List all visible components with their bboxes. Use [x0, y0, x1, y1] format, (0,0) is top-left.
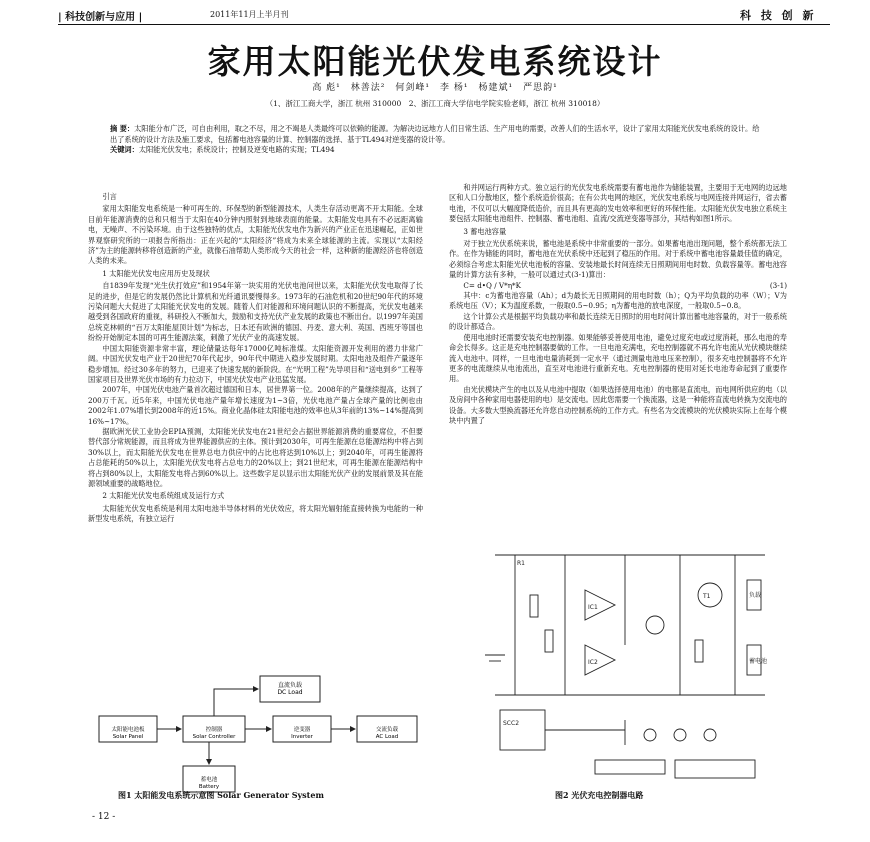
keywords-text: 太阳能光伏发电；系统设计；控制及逆变电路的实现；TL494: [138, 145, 335, 154]
paragraph: 家用太阳能发电系统是一种可再生的、环保型的新型能源技术，人类生存活动更离不开太阳能。全球目前年能源消费的总和只相当于太阳在40分钟内照射到地球表面的能量。太阳能发电具有不必远距离输电，无噪声、不污染环境。由于这些独特的优点，太阳能光伏发电作为新兴的产业正在迅速崛起，正如世界观察研究所的一项报告所指出：正在兴起的“太阳经济”将成为未来全球能源的主流。实现以“太阳经济”为主的能源转移将创造新的产业，就像石油帮助人类形成今天的社会一样，这种新的能源经济也将创造人类的未来。: [88, 204, 423, 266]
paragraph: 中国太阳能资源非常丰富，理论储量达每年17000亿吨标准煤。太阳能资源开发利用的潜力非常广阔。中国光伏发电产业于20世纪70年代起步，90年代中期进入稳步发展时期。太阳电池及组件产量逐年稳步增加。经过30多年的努力，已迎来了快速发展的新阶段。在“光明工程”先导项目和“送电到乡”工程等国家项目及世界光伏市场的有力拉动下，中国光伏发电产业迅猛发展。: [88, 343, 423, 384]
paper-title: 家用太阳能光伏发电系统设计: [207, 42, 663, 81]
affiliation: （1、浙江工商大学，浙江 杭州 310000 2、浙江工商大学信电学院实验老师，浙江 杭州 310018）: [265, 99, 605, 108]
equation-number: (3-1): [769, 280, 787, 290]
abstract-block: [110, 124, 760, 156]
inverter-label: 逆变器 Inverter: [291, 727, 313, 740]
page-number: - 12 -: [92, 812, 116, 822]
label-load: 负载: [749, 592, 762, 599]
label-battery: 蓄电池: [749, 658, 768, 665]
abstract-label: 摘 要：: [110, 124, 135, 133]
abstract-text: 太阳能分布广泛，可自由利用，取之不尽，用之不竭是人类最终可以依赖的能源。为解决边远地方人们日常生活、生产用电的需要，改善人们的生活水平，设计了家用太阳能光伏发电系统的设计。给出了系统的设计方法及施工要求，包括蓄电池容量的计算、控制器的选择、基于TL494对逆变器的设计等。: [110, 124, 760, 144]
paragraph: 对于独立光伏系统来说，蓄电池是系统中非常重要的一部分。如果蓄电池出现问题，整个系统都无法工作。在作为储能的同时，蓄电池在光伏系统中还起到了稳压的作用。对于系统中蓄电池容量最佳值的确定，必须综合考虑太阳能光伏电池板的容量、安装地最长时间连续无日照期间用电时数、负载容量等。蓄电池容量的计算方法有多种，一般可以通过式(3-1)算出：: [449, 239, 787, 280]
label-scc2: SCC2: [503, 720, 520, 727]
paragraph: 自1839年发现“光生伏打效应”和1954年第一块实用的光伏电池问世以来，太阳能光伏发电取得了长足的进步，但是它的发展仍然比计算机和光纤通讯要慢得多。1973年的石油危机和20世纪90年代的环境污染问题大大促进了太阳能光伏发电的发展。随着人们对能源和环境问题认识的不断提高，光伏发电越来越受到各国政府的重视，科研投入不断加大，鼓励和支持光伏产业发展的政策也不断出台。以1997年美国总统克林顿的“百万太阳能屋顶计划”为标志，日本还有欧洲的德国、丹麦、意大利、英国、西班牙等国也纷纷开始制定本国的可再生能源法案，刺激了光伏产业的高速发展。: [88, 281, 423, 343]
section-heading-3: 3 蓄电池容量: [463, 226, 507, 236]
paragraph: 2007年，中国光伏电池产量首次超过德国和日本，居世界第一位。2008年的产量继续提高，达到了200万千瓦。近5年来，中国光伏电池产量年增长速度为1~3倍，光伏电池产量占全球产量的比例也由2002年1.07%增长到2008年的近15%。商业化晶体硅太阳能电池的效率也从3年前的13%~14%提高到16%~17%。: [88, 385, 423, 426]
paragraph: 和并网运行两种方式。独立运行的光伏发电系统需要有蓄电池作为储能装置，主要用于无电网的边远地区和人口分散地区，整个系统造价很高；在有公共电网的地区，光伏发电系统与电网连接并网运行，省去蓄电池，不仅可以大幅度降低造价，而且具有更高的发电效率和更好的环保性能。太阳能光伏发电独立系统主要包括太阳能电池组件、控制器、蓄电池组、直流/交流逆变器等部分，其结构如图1所示。: [449, 183, 787, 224]
paragraph: 太阳能光伏发电系统是利用太阳电池半导体材料的光伏效应，将太阳光辐射能直接转换为电能的一种新型发电系统，有独立运行: [88, 503, 423, 524]
section-heading-1: 1 太阳能光伏发电应用历史及现状: [102, 268, 210, 278]
column-label: 科 技 创 新: [740, 9, 817, 22]
figure2-caption: 图2 光伏充电控制器电路: [555, 790, 644, 800]
left-column: [88, 190, 423, 525]
solar-panel-label: 太阳能电池板 Solar Panel: [111, 727, 145, 740]
section-heading-2: 2 太阳能光伏发电系统组成及运行方式: [102, 491, 225, 501]
figure1-caption: 图1 太阳能发电系统示意图 Solar Generator System: [118, 790, 324, 800]
intro-heading: 引言: [102, 192, 117, 201]
author-list: 高 彪¹ 林善法² 何剑峰¹ 李 杨¹ 杨建斌¹ 严思韵¹: [312, 83, 558, 93]
label-r1: R1: [517, 560, 525, 567]
label-t1: T1: [703, 593, 711, 600]
label-ic1: IC1: [588, 604, 598, 611]
charge-controller-circuit: [475, 535, 780, 783]
paragraph: 这个计算公式是根据平均负载功率和最长连续无日照时的用电时间计算出蓄电池容量的，对于一般系统的设计都适合。: [449, 311, 787, 332]
battery-label: 蓄电池 Battery: [198, 777, 220, 790]
issue-date: 2011年11月上半月刊: [210, 10, 289, 19]
dc-load-label: 直流负载 DC Load: [277, 682, 303, 696]
arrow-controller-dcload: [214, 689, 258, 716]
paragraph: 使用电池时还需要安装充电控制器。如果能够妥善使用电池，避免过度充电或过度消耗，那么电池的寿命会长得多。这正是充电控制器要做的工作。一旦电池充满电，充电控制器就不再允许电流从光伏模块继续流入电池中。同样，一旦电池电量消耗到一定水平（通过测量电池电压来控制），很多充电控制器将不允许更多的电流继续从电池流出，直至对电池进行重新充电。充电控制器的使用对延长电池寿命起到了重要作用。: [449, 332, 787, 384]
equation-body: C= d•Q / V*η*K: [463, 280, 521, 290]
paragraph: 其中：c为蓄电池容量（Ah）；d为最长无日照期间的用电时数（h）；Q为平均负载的功率（W）；V为系统电压（V）；K为温度系数，一般取0.5~0.95；η为蓄电池的放电深度，一般取0.5~0.8。: [449, 291, 787, 311]
ac-load-label: 交流负载 AC Load: [375, 727, 399, 740]
paragraph: 据欧洲光伏工业协会EPIA预测，太阳能光伏发电在21世纪会占据世界能源消费的重要席位，不但要替代部分常规能源，而且将成为世界能源供应的主体。预计到2030年，可再生能源在总能源结构中将占到30%以上，而太阳能光伏发电在世界总电力供应中的占比也将达到10%以上；到2040年，可再生能源将占总能耗的50%以上，太阳能光伏发电将占总电力的20%以上；到21世纪末，可再生能源在能源结构中将占到80%以上，太阳能发电将占到60%以上。这些数字足以显示出太阳能光伏产业的发展前景及其在能源领域重要的战略地位。: [88, 426, 423, 488]
paragraph: 由光伏模块产生的电以及从电池中提取（如果选择使用电池）的电都是直流电，而电网所供应的电（以及房间中各种家用电器使用的电）是交流电。因此您需要一个换流器，这是一种能将直流电转换为交流电的设备。大多数大型换流器还允许您自动控制系统的工作方式。有些名为交流模块的光伏模块实际上在每个模块中内置了: [449, 384, 787, 425]
journal-section-label: | 科技创新与应用 |: [58, 12, 143, 23]
controller-label: 控制器 Solar Controller: [192, 727, 236, 740]
keywords-label: 关键词：: [110, 145, 139, 154]
system-block-diagram: [95, 668, 425, 808]
header-rule: [58, 24, 830, 25]
right-column: [449, 183, 787, 426]
equation: [449, 281, 787, 291]
label-ic2: IC2: [588, 659, 598, 666]
